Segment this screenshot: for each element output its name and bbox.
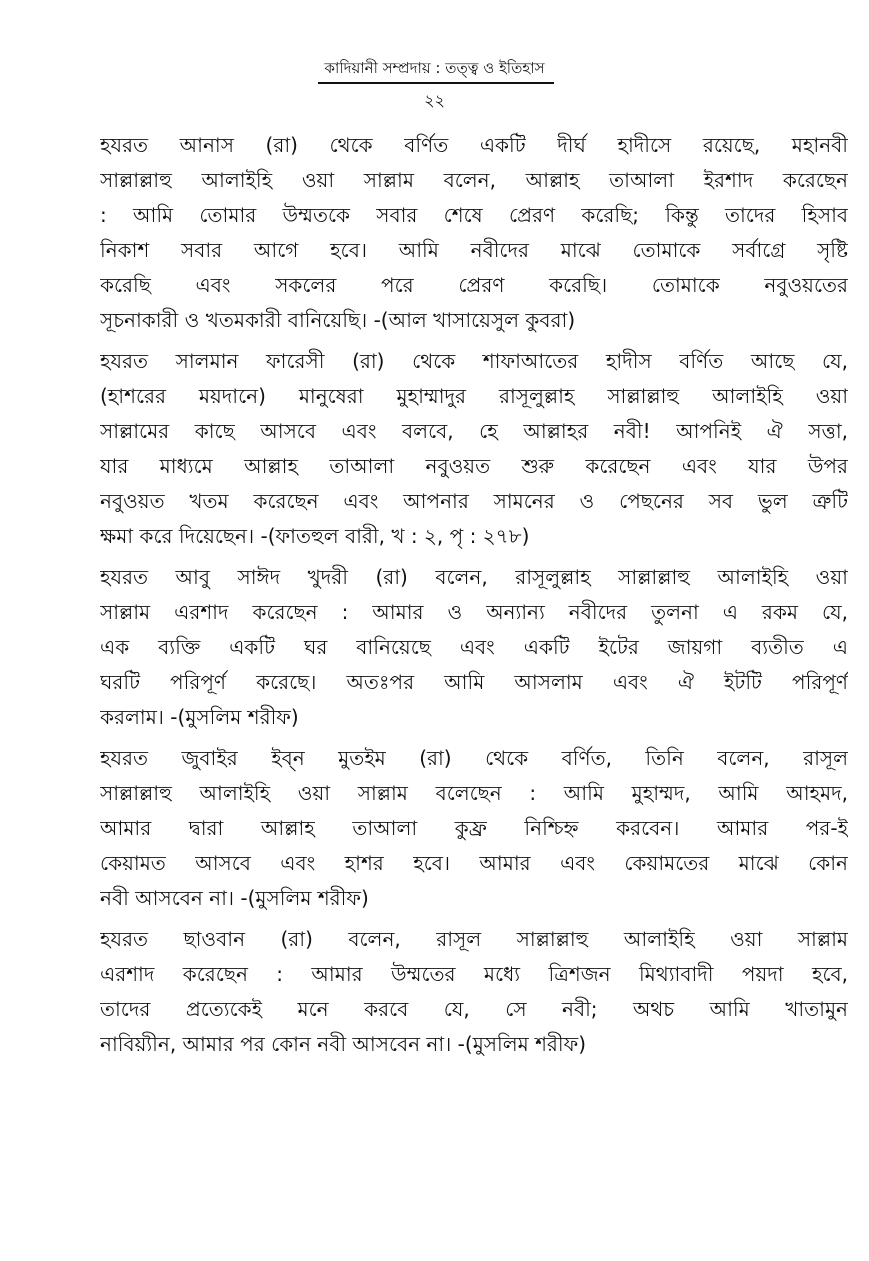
text-line: হযরত ছাওবান (রা) বলেন, রাসূল সাল্লাল্লাহু আলাইহি ওয়া সাল্লাম [100,927,848,951]
text-line: যার মাধ্যমে আল্লাহ তাআলা নবুওয়ত শুরু করেছেন এবং যার উপর [100,454,848,478]
text-line: হযরত আবু সাঈদ খুদরী (রা) বলেন, রাসূলুল্লাহ সাল্লাল্লাহু আলাইহি ওয়া [100,565,848,589]
running-head: কাদিয়ানী সম্প্রদায় : তত্ত্ব ও ইতিহাস [324,59,545,77]
text-line: নবুওয়ত খতম করেছেন এবং আপনার সামনের ও পেছনের সব ভুল ত্রুটি [100,489,848,513]
text-line: হযরত সালমান ফারেসী (রা) থেকে শাফাআতের হাদীস বর্ণিত আছে যে, [100,349,848,373]
text-line: নাবিয়্যীন, আমার পর কোন নবী আসবেন না। -(মুসলিম শরীফ) [100,1032,587,1056]
text-line: হযরত আনাস (রা) থেকে বর্ণিত একটি দীর্ঘ হাদীসে রয়েছে, মহানবী [100,133,848,157]
text-line: নবী আসবেন না। -(মুসলিম শরীফ) [100,886,369,910]
text-line: (হাশরের ময়দানে) মানুষেরা মুহাম্মাদুর রাসূলুল্লাহ সাল্লাল্লাহু আলাইহি ওয়া [100,384,848,408]
text-line: আমার দ্বারা আল্লাহ তাআলা কুফ্র নিশ্চিহ্ন করবেন। আমার পর-ই [100,816,848,840]
text-line: এক ব্যক্তি একটি ঘর বানিয়েছে এবং একটি ইটের জায়গা ব্যতীত এ [100,635,848,659]
paragraph-jubair [100,741,848,916]
paragraph-abu-said [100,560,848,735]
text-line: ক্ষমা করে দিয়েছেন। -(ফাতহুল বারী, খ : ২, পৃ : ২৭৮) [100,524,530,548]
text-line: করেছি এবং সকলের পরে প্রেরণ করেছি। তোমাকে নবুওয়তের [100,273,848,297]
body-text [100,128,848,1068]
text-line: : আমি তোমার উম্মতকে সবার শেষে প্রেরণ করেছি; কিন্তু তাদের হিসাব [100,203,848,227]
paragraph-anas [100,128,848,338]
header-divider [318,82,554,84]
text-line: সাল্লাল্লাহু আলাইহি ওয়া সাল্লাম বলেছেন : আমি মুহাম্মদ, আমি আহমদ, [100,781,848,805]
text-line: সাল্লাম এরশাদ করেছেন : আমার ও অন্যান্য নবীদের তুলনা এ রকম যে, [100,600,848,624]
text-line: নিকাশ সবার আগে হবে। আমি নবীদের মাঝে তোমাকে সর্বাগ্রে সৃষ্টি [100,238,848,262]
text-line: তাদের প্রত্যেকেই মনে করবে যে, সে নবী; অথচ আমি খাতামুন [100,997,848,1021]
text-line: কেয়ামত আসবে এবং হাশর হবে। আমার এবং কেয়ামতের মাঝে কোন [100,851,848,875]
text-line: করলাম। -(মুসলিম শরীফ) [100,705,299,729]
text-line: ঘরটি পরিপূর্ণ করেছে। অতঃপর আমি আসলাম এবং ঐ ইটটি পরিপূর্ণ [100,670,848,694]
text-line: এরশাদ করেছেন : আমার উম্মতের মধ্যে ত্রিশজন মিথ্যাবাদী পয়দা হবে, [100,962,848,986]
text-line: সাল্লাল্লাহু আলাইহি ওয়া সাল্লাম বলেন, আল্লাহ তাআলা ইরশাদ করেছেন [100,168,848,192]
text-line: সাল্লামের কাছে আসবে এবং বলবে, হে আল্লাহর নবী! আপনিই ঐ সত্তা, [100,419,848,443]
paragraph-salman [100,344,848,554]
paragraph-thawban [100,922,848,1062]
page-number: ২২ [424,91,445,110]
text-line: হযরত জুবাইর ইব্ন মুতইম (রা) থেকে বর্ণিত, তিনি বলেন, রাসূল [100,746,848,770]
text-line: সূচনাকারী ও খতমকারী বানিয়েছি। -(আল খাসায়েসুল কুবরা) [100,308,576,332]
